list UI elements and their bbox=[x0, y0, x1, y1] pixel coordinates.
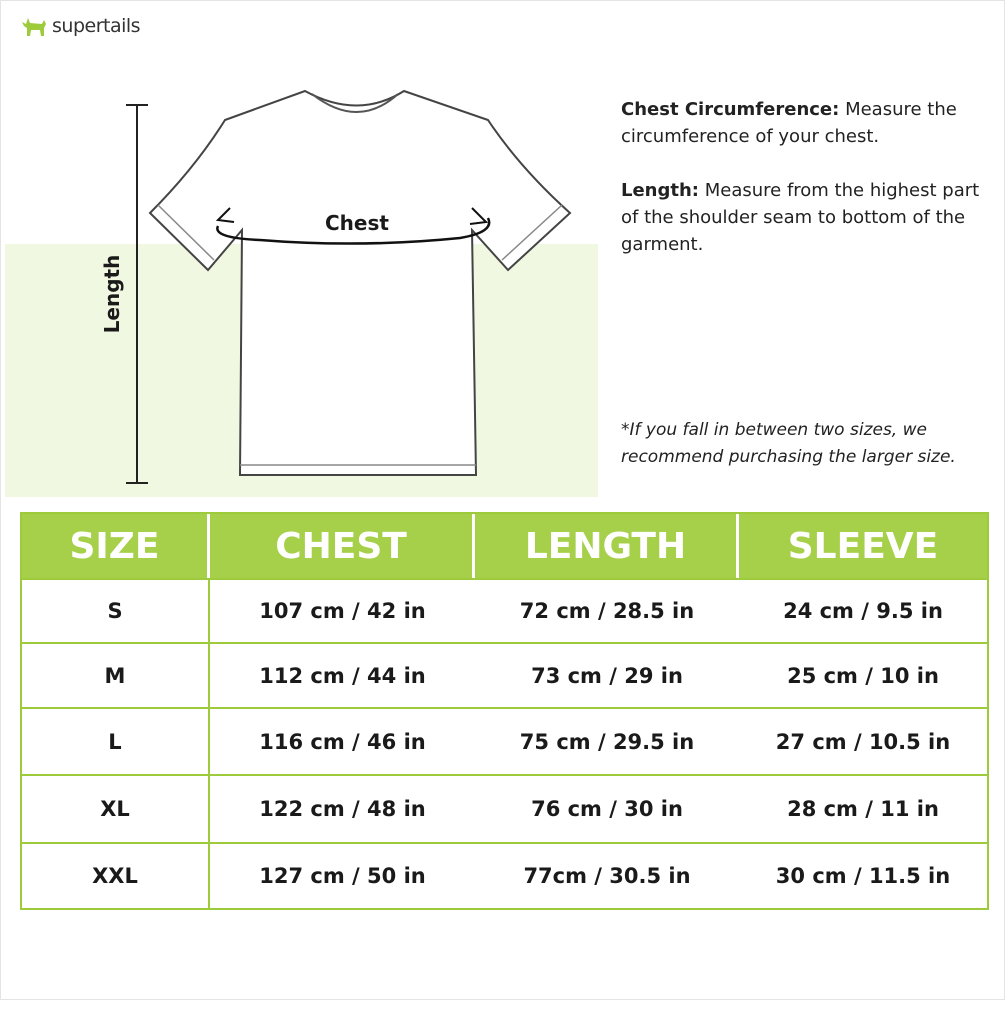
size-cell: S bbox=[22, 580, 210, 642]
brand-logo bbox=[20, 14, 140, 38]
sleeve-cell: 30 cm / 11.5 in bbox=[775, 864, 951, 888]
table-row bbox=[22, 842, 987, 908]
sleeve-cell: 27 cm / 10.5 in bbox=[775, 729, 951, 754]
sleeve-cell: 24 cm / 9.5 in bbox=[783, 599, 943, 623]
chest-cell: 116 cm / 46 in bbox=[259, 729, 426, 754]
length-cell: 77cm / 30.5 in bbox=[523, 864, 691, 888]
size-cell: M bbox=[22, 644, 210, 707]
header-size: SIZE bbox=[22, 514, 210, 578]
length-cell: 76 cm / 30 in bbox=[531, 797, 683, 821]
chest-instruction-title: Chest Circumference: bbox=[621, 99, 840, 120]
table-row bbox=[22, 642, 987, 707]
length-instruction bbox=[621, 177, 991, 258]
header-sleeve: SLEEVE bbox=[787, 525, 939, 567]
chest-instruction bbox=[621, 96, 991, 150]
table-row bbox=[22, 774, 987, 842]
sleeve-cell: 25 cm / 10 in bbox=[787, 663, 939, 688]
length-instruction-text: Measure from the highest part of the shoulder seam to bottom of the garment. bbox=[621, 180, 980, 255]
chest-cell: 122 cm / 48 in bbox=[259, 797, 426, 821]
chest-instruction-text: Measure the circumference of your chest. bbox=[621, 99, 957, 147]
size-chart-table bbox=[20, 512, 989, 910]
size-cell: XL bbox=[22, 776, 210, 842]
header-chest: CHEST bbox=[210, 514, 475, 578]
length-cell: 73 cm / 29 in bbox=[531, 663, 683, 688]
length-cell: 75 cm / 29.5 in bbox=[519, 729, 695, 754]
chest-cell: 107 cm / 42 in bbox=[259, 599, 426, 623]
table-row bbox=[22, 707, 987, 774]
size-cell: L bbox=[22, 709, 210, 774]
chest-label: Chest bbox=[325, 211, 389, 235]
header-length: LENGTH bbox=[475, 514, 739, 578]
sleeve-cell: 28 cm / 11 in bbox=[787, 797, 939, 821]
size-cell: XXL bbox=[22, 844, 210, 908]
size-note: *If you fall in between two sizes, we recommend purchasing the larger size. bbox=[621, 420, 956, 467]
table-row bbox=[22, 578, 987, 642]
tshirt-diagram bbox=[100, 80, 580, 490]
dog-icon bbox=[20, 14, 48, 38]
length-label: Length bbox=[100, 254, 124, 334]
shirt-outline bbox=[150, 91, 570, 475]
brand-name: supertails bbox=[52, 15, 141, 37]
length-instruction-title: Length: bbox=[621, 180, 699, 201]
chest-cell: 127 cm / 50 in bbox=[259, 864, 426, 888]
table-header bbox=[22, 514, 987, 578]
chest-cell: 112 cm / 44 in bbox=[259, 663, 426, 688]
length-cell: 72 cm / 28.5 in bbox=[519, 599, 695, 623]
